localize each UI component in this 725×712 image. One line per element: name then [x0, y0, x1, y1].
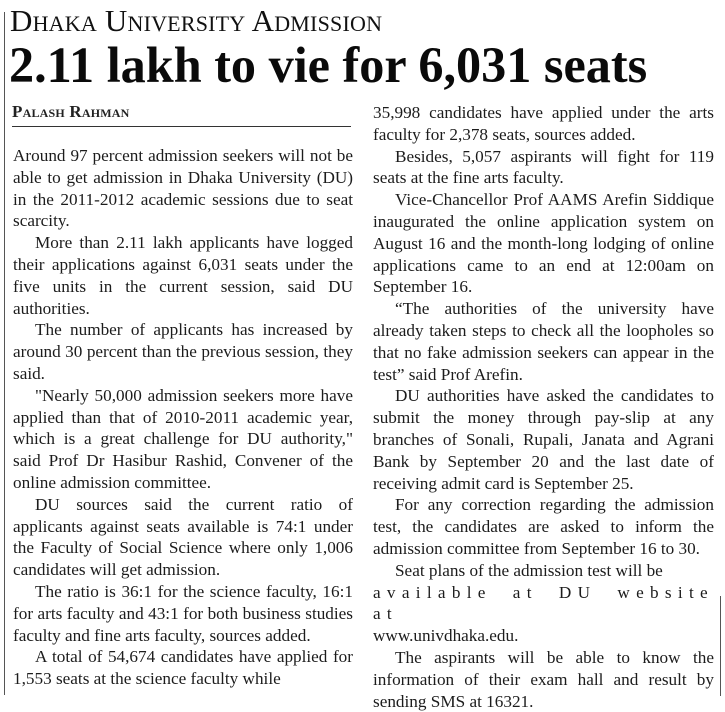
- byline-divider: [12, 126, 351, 127]
- article-column-2: [373, 102, 714, 712]
- paragraph: DU sources said the current ratio of applicants against seats available is 74:1 under the Faculty of Social Science where only 1,006 candidates will get admission.: [13, 494, 353, 580]
- article-kicker: Dhaka University Admission: [10, 3, 383, 38]
- paragraph: Around 97 percent admission seekers will not be able to get admission in Dhaka University (DU) in the 2011-2012 academic sessions due to seat scarcity.: [13, 146, 353, 231]
- paragraph: The aspirants will be able to know the information of their exam hall and result by sending SMS at 16321.: [373, 647, 714, 711]
- right-border-rule: [720, 596, 721, 696]
- paragraph: DU authorities have asked the candidates to submit the money through pay-slip at any branches of Sonali, Rupali, Janata and Agrani Bank by September 20 and the last date of receiving admit card is September 25.: [373, 386, 714, 493]
- paragraph: “The authorities of the university have already taken steps to check all the loopholes so that no fake admission seekers can appear in the test” said Prof Arefin.: [373, 299, 714, 384]
- paragraph: 35,998 candidates have applied under the arts faculty for 2,378 seats, sources added.: [373, 103, 714, 144]
- paragraph: The number of applicants has increased by around 30 percent than the previous session, they said.: [13, 320, 353, 383]
- paragraph: More than 2.11 lakh applicants have logged their applications against 6,031 seats under the five units in the current session, said DU authorities.: [13, 233, 353, 318]
- website-url-text: www.univdhaka.edu.: [373, 626, 519, 646]
- paragraph-spaced-line: available at DU website at: [373, 582, 714, 624]
- paragraph: "Nearly 50,000 admission seekers more have applied than that of 2010-2011 academic year, which is a great challenge for DU authority," said Prof Dr Hasibur Rashid, Convener of the online admission committee.: [13, 385, 353, 492]
- paragraph: Seat plans of the admission test will be: [395, 560, 663, 580]
- paragraph: The ratio is 36:1 for the science faculty, 16:1 for arts faculty and 43:1 for both business studies faculty and fine arts faculty, sources added.: [13, 581, 353, 645]
- paragraph: For any correction regarding the admission test, the candidates are asked to inform the admission committee from September 16 to 30.: [373, 495, 714, 558]
- article-column-1: [13, 145, 353, 690]
- paragraph: A total of 54,674 candidates have applied for 1,553 seats at the science faculty while: [13, 647, 353, 689]
- paragraph: Vice-Chancellor Prof AAMS Arefin Siddique inaugurated the online application system on August 16 and the month-long lodging of online applications came to an end at 12:00am on September 16.: [373, 190, 714, 297]
- paragraph: Besides, 5,057 aspirants will fight for 119 seats at the fine arts faculty.: [373, 146, 714, 188]
- left-border-rule: [4, 12, 5, 695]
- article-byline: Palash Rahman: [12, 102, 130, 121]
- article-headline: 2.11 lakh to vie for 6,031 seats: [9, 38, 648, 94]
